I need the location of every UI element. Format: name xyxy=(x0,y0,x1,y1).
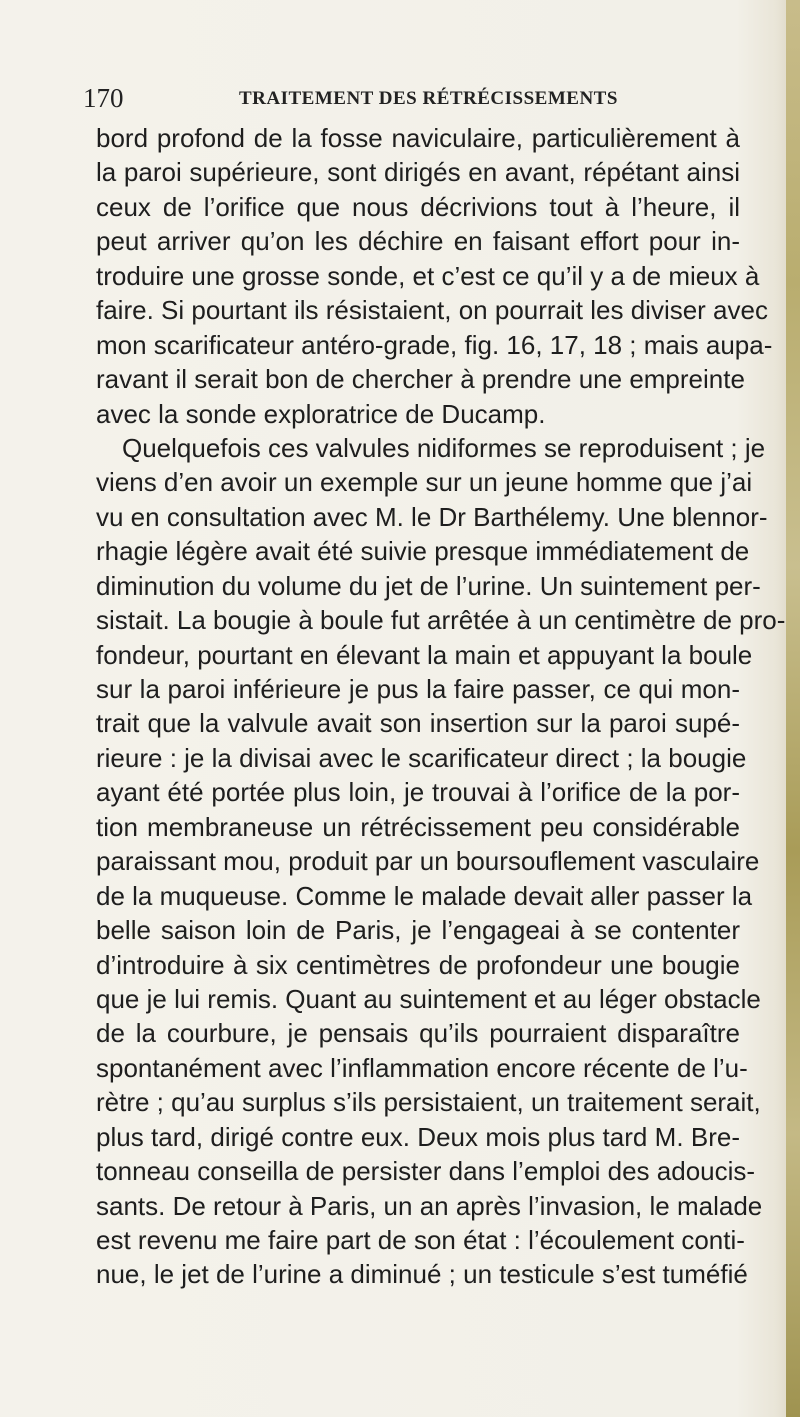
text-line: Quelquefois ces valvules nidiformes se reproduisent ; je xyxy=(122,432,766,463)
text-line: ravant il serait bon de chercher à prendre une empreinte xyxy=(96,364,745,395)
text-line: rètre ; qu’au surplus s’ils persistaient, un traitement serait, xyxy=(96,1087,761,1118)
text-line: troduire une grosse sonde, et c’est ce qu’il y a de mieux à xyxy=(96,260,760,291)
text-line: diminution du volume du jet de l’urine. Un suintement per- xyxy=(96,570,761,601)
text-line: rieure : je la divisai avec le scarificateur direct ; la bougie xyxy=(96,742,747,773)
text-line: spontanément avec l’inflammation encore récente de l’u- xyxy=(96,1052,748,1083)
text-line: paraissant mou, produit par un boursouflement vasculaire xyxy=(96,846,760,877)
page-number: 170 xyxy=(83,83,124,113)
text-line: vu en consultation avec M. le Dr Barthélemy. Une blennor- xyxy=(96,501,768,532)
text-line: peut arriver qu’on les déchire en faisant effort pour in- xyxy=(96,226,740,257)
text-line: nue, le jet de l’urine a diminué ; un testicule s’est tuméfié xyxy=(96,1259,748,1290)
text-line: de la muqueuse. Comme le malade devait aller passer la xyxy=(96,880,753,911)
text-line: rhagie légère avait été suivie presque immédiatement de xyxy=(96,536,750,567)
text-line: trait que la valvule avait son insertion sur la paroi supé- xyxy=(96,708,740,739)
body-text xyxy=(96,121,786,1292)
text-line: mon scarificateur antéro-grade, fig. 16, 17, 18 ; mais aupa- xyxy=(96,329,773,360)
text-line: d’introduire à six centimètres de profondeur une bougie xyxy=(96,949,740,980)
text-line: plus tard, dirigé contre eux. Deux mois plus tard M. Bre- xyxy=(96,1121,740,1152)
text-line: faire. Si pourtant ils résistaient, on pourrait les diviser avec xyxy=(96,295,768,326)
text-line: avec la sonde exploratrice de Ducamp. xyxy=(96,398,546,429)
text-line: belle saison loin de Paris, je l’engageai à se contenter xyxy=(96,915,740,946)
text-line: bord profond de la fosse naviculaire, particulièrement à xyxy=(96,123,740,153)
text-line: la paroi supérieure, sont dirigés en avant, répétant ainsi xyxy=(96,157,740,188)
text-line: que je lui remis. Quant au suintement et au léger obstacle xyxy=(96,983,761,1014)
text-line: ayant été portée plus loin, je trouvai à l’orifice de la por- xyxy=(96,777,740,808)
text-line: ceux de l’orifice que nous décrivions tout à l’heure, il xyxy=(96,191,740,222)
page-header xyxy=(83,80,763,116)
text-line: sur la paroi inférieure je pus la faire passer, ce qui mon- xyxy=(96,674,740,704)
text-line: de la courbure, je pensais qu’ils pourraient disparaître xyxy=(96,1018,740,1049)
text-line: fondeur, pourtant en élevant la main et appuyant la boule xyxy=(96,639,753,670)
text-line: viens d’en avoir un exemple sur un jeune homme que j’ai xyxy=(96,467,753,498)
text-line: sants. De retour à Paris, un an après l’invasion, le malade xyxy=(96,1190,763,1221)
text-line: est revenu me faire part de son état : l’écoulement conti- xyxy=(96,1225,745,1255)
page-edge xyxy=(786,0,800,1417)
text-line: tonneau conseilla de persister dans l’emploi des adoucis- xyxy=(96,1156,756,1187)
text-line: tion membraneuse un rétrécissement peu considérable xyxy=(96,811,740,842)
running-title: TRAITEMENT DES RÉTRÉCISSEMENTS xyxy=(239,88,618,109)
text-line: sistait. La bougie à boule fut arrêtée à un centimètre de pro- xyxy=(96,605,786,636)
